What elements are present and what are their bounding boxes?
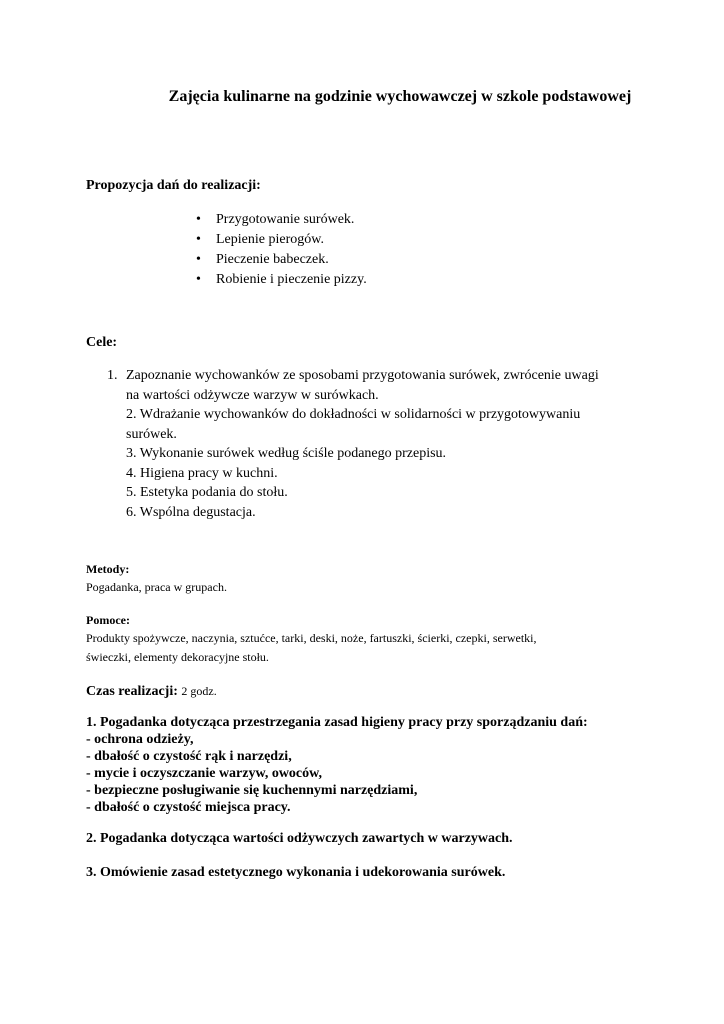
section-3-heading: 3. Omówienie zasad estetycznego wykonania i udekorowania surówek. xyxy=(86,865,506,880)
aids-text-line-1: Produkty spożywcze, naczynia, sztućce, tarki, deski, noże, fartuszki, ścierki, czepki, serwetki, xyxy=(86,631,537,645)
goal-item-5: 5. Estetyka podania do stołu. xyxy=(126,485,288,500)
methods-heading: Metody: xyxy=(86,562,130,576)
list-item: - ochrona odzieży, xyxy=(86,732,194,747)
section-2-heading: 2. Pogadanka dotycząca wartości odżywczych zawartych w warzywach. xyxy=(86,831,513,846)
list-item: - dbałość o czystość miejsca pracy. xyxy=(86,800,291,815)
duration-value: 2 godz. xyxy=(181,684,217,698)
page-title: Zajęcia kulinarne na godzinie wychowawczej w szkole podstawowej xyxy=(168,88,632,105)
duration-label: Czas realizacji: xyxy=(86,684,178,699)
section-1-heading: 1. Pogadanka dotycząca przestrzegania zasad higieny pracy przy sporządzaniu dań: xyxy=(86,715,588,730)
goal-item-3: 3. Wykonanie surówek według ściśle podanego przepisu. xyxy=(126,446,447,461)
goal-item-2-cont: surówek. xyxy=(126,426,177,442)
goal-item-6: 6. Wspólna degustacja. xyxy=(126,504,256,520)
proposals-list xyxy=(196,210,367,290)
list-item: • Lepienie pierogów. xyxy=(196,230,367,250)
duration xyxy=(86,684,217,700)
goal-item-4: 4. Higiena pracy w kuchni. xyxy=(126,465,278,481)
list-item: • Przygotowanie surówek. xyxy=(196,210,367,230)
methods-text: Pogadanka, praca w grupach. xyxy=(86,580,227,594)
goal-text: Zapoznanie wychowanków ze sposobami przygotowania surówek, zwrócenie uwagi xyxy=(126,368,599,383)
goal-item-2: 2. Wdrażanie wychowanków do dokładności w solidarności w przygotowywaniu xyxy=(126,407,581,422)
goal-number: 1. xyxy=(107,368,118,383)
proposals-heading: Propozycja dań do realizacji: xyxy=(86,178,261,193)
list-item: • Pieczenie babeczek. xyxy=(196,250,367,270)
goal-text-cont: na wartości odżywcze warzyw w surówkach. xyxy=(126,387,379,403)
list-item: - bezpieczne posługiwanie się kuchennymi narzędziami, xyxy=(86,783,418,798)
list-item: • Robienie i pieczenie pizzy. xyxy=(196,270,367,290)
goals-heading: Cele: xyxy=(86,335,118,350)
aids-text-line-2: świeczki, elementy dekoracyjne stołu. xyxy=(86,650,269,664)
list-item: - dbałość o czystość rąk i narzędzi, xyxy=(86,749,292,764)
list-item: - mycie i oczyszczanie warzyw, owoców, xyxy=(86,766,322,781)
goals-list xyxy=(107,366,637,522)
aids-heading: Pomoce: xyxy=(86,613,130,627)
goal-item-1 xyxy=(107,366,637,386)
section-1 xyxy=(86,714,588,816)
